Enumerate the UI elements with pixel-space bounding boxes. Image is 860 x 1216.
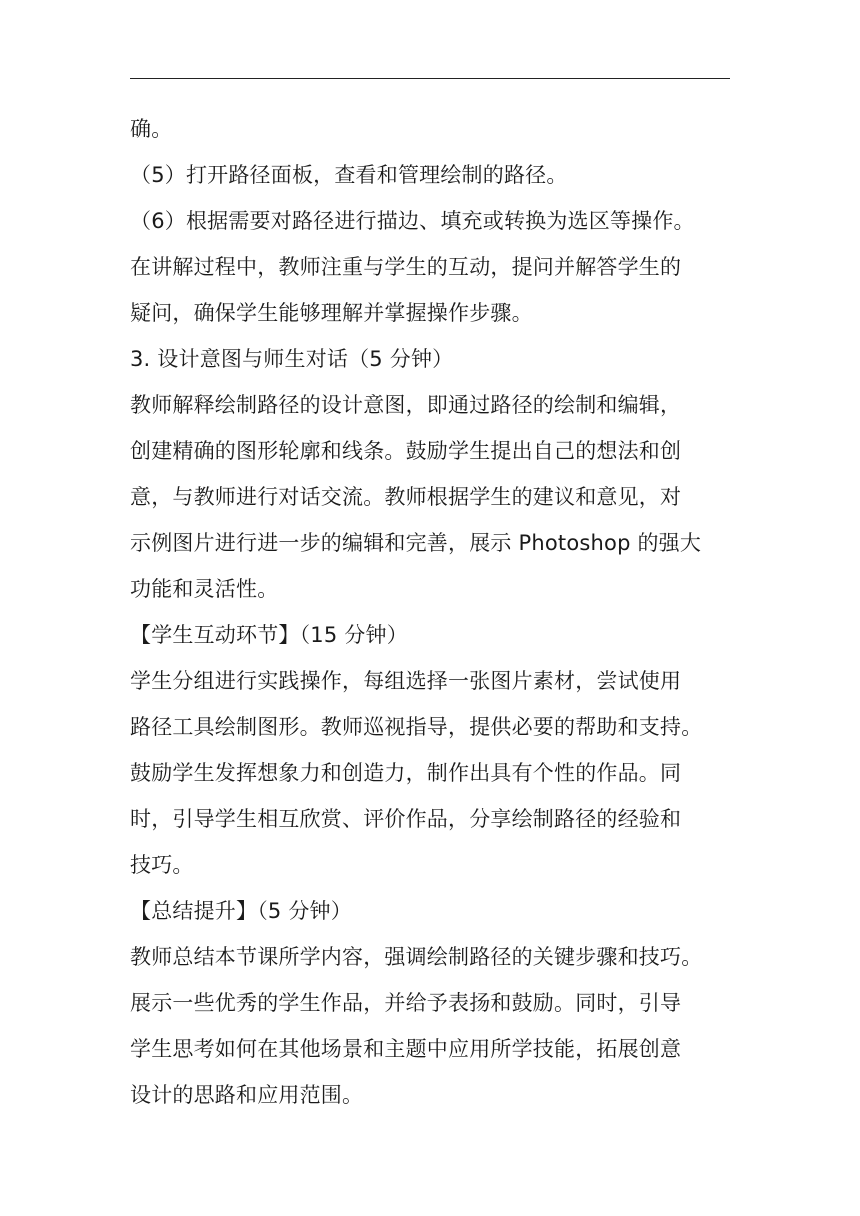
text-line: 功能和灵活性。 <box>130 577 279 601</box>
section-heading: 【总结提升】（5 分钟） <box>130 899 352 923</box>
text-line: 学生思考如何在其他场景和主题中应用所学技能，拓展创意 <box>130 1037 682 1061</box>
text-line: 时，引导学生相互欣赏、评价作品，分享绘制路径的经验和 <box>130 807 682 831</box>
text-line: 设计的思路和应用范围。 <box>130 1083 364 1107</box>
text-line: 疑问，确保学生能够理解并掌握操作步骤。 <box>130 301 533 325</box>
text-line: 在讲解过程中，教师注重与学生的互动，提问并解答学生的 <box>130 255 682 279</box>
text-line: 示例图片进行进一步的编辑和完善，展示 Photoshop 的强大 <box>130 531 702 555</box>
text-line: 路径工具绘制图形。教师巡视指导，提供必要的帮助和支持。 <box>130 715 703 739</box>
section-heading: 3. 设计意图与师生对话（5 分钟） <box>130 347 454 371</box>
section-heading: 【学生互动环节】（15 分钟） <box>130 623 408 647</box>
text-line: 鼓励学生发挥想象力和创造力，制作出具有个性的作品。同 <box>130 761 682 785</box>
text-line: 意，与教师进行对话交流。教师根据学生的建议和意见，对 <box>130 485 682 509</box>
text-line: 教师解释绘制路径的设计意图，即通过路径的绘制和编辑， <box>130 393 682 417</box>
text-line: （6）根据需要对路径进行描边、填充或转换为选区等操作。 <box>130 209 695 233</box>
document-body <box>130 106 770 1118</box>
text-line: 教师总结本节课所学内容，强调绘制路径的关键步骤和技巧。 <box>130 945 703 969</box>
text-line: 技巧。 <box>130 853 194 877</box>
text-line: 确。 <box>130 117 173 141</box>
text-line: 创建精确的图形轮廓和线条。鼓励学生提出自己的想法和创 <box>130 439 682 463</box>
text-line: 展示一些优秀的学生作品，并给予表扬和鼓励。同时，引导 <box>130 991 682 1015</box>
header-rule <box>130 78 730 79</box>
text-line: （5）打开路径面板，查看和管理绘制的路径。 <box>130 163 568 187</box>
text-line: 学生分组进行实践操作，每组选择一张图片素材，尝试使用 <box>130 669 682 693</box>
